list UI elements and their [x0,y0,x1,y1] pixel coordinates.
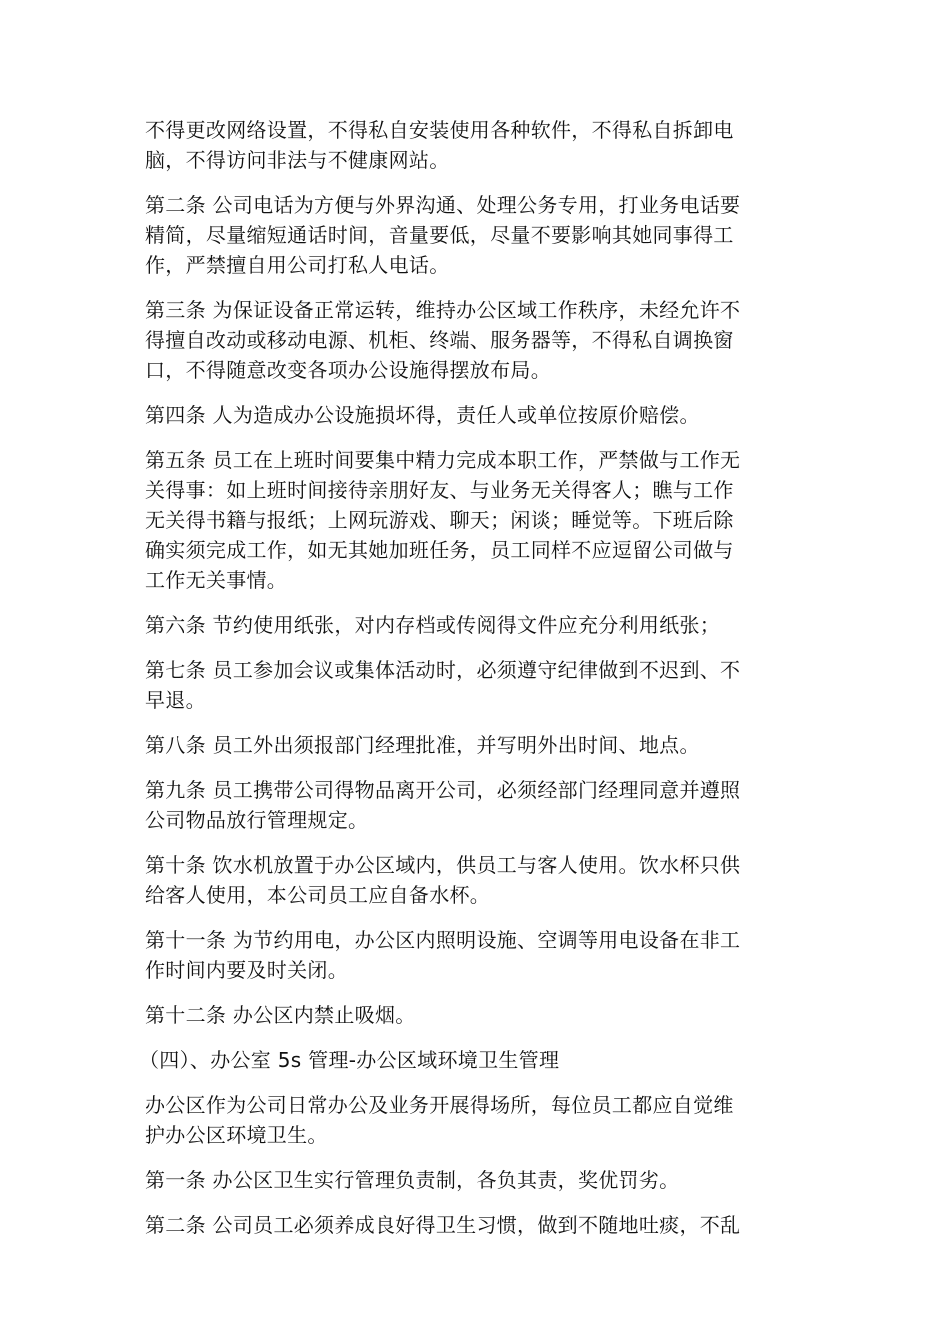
text-line: 第十二条 办公区内禁止吸烟。 [145,1003,416,1027]
text-line: 作时间内要及时关闭。 [145,958,348,982]
text-line: 第九条 员工携带公司得物品离开公司，必须经部门经理同意并遵照 [145,778,741,802]
text-line: 第六条 节约使用纸张，对内存档或传阅得文件应充分利用纸张； [145,613,721,637]
text-line: 第五条 员工在上班时间要集中精力完成本职工作，严禁做与工作无 [145,448,741,472]
paragraph [145,115,813,175]
paragraph [145,1090,813,1150]
paragraph [145,400,813,430]
text-line: 第四条 人为造成办公设施损坏得，责任人或单位按原价赔偿。 [145,403,700,427]
text-line: 给客人使用，本公司员工应自备水杯。 [145,883,491,907]
paragraph [145,850,813,910]
text-line: 办公区作为公司日常办公及业务开展得场所，每位员工都应自觉维 [145,1093,734,1117]
paragraph [145,295,813,385]
text-line: 关得事：如上班时间接待亲朋好友、与业务无关得客人；瞧与工作 [145,478,734,502]
text-line: 第二条 公司员工必须养成良好得卫生习惯，做到不随地吐痰，不乱 [145,1213,741,1237]
text-line: 口，不得随意改变各项办公设施得摆放布局。 [145,358,551,382]
text-line: 第八条 员工外出须报部门经理批准，并写明外出时间、地点。 [145,733,700,757]
text-line: 第十条 饮水机放置于办公区域内，供员工与客人使用。饮水杯只供 [145,853,741,877]
paragraph [145,610,813,640]
paragraph [145,1210,813,1240]
text-line: 无关得书籍与报纸；上网玩游戏、聊天；闲谈；睡觉等。下班后除 [145,508,734,532]
text-line: （四）、办公室 5s 管理-办公区域环境卫生管理 [139,1048,560,1072]
paragraph [145,655,813,715]
text-line: 作，严禁擅自用公司打私人电话。 [145,253,450,277]
text-line: 第七条 员工参加会议或集体活动时，必须遵守纪律做到不迟到、不 [145,658,741,682]
text-line: 早退。 [145,688,206,712]
text-line: 第三条 为保证设备正常运转，维持办公区域工作秩序，未经允许不 [145,298,741,322]
section-heading [139,1045,813,1075]
text-line: 不得更改网络设置，不得私自安装使用各种软件，不得私自拆卸电 [145,118,734,142]
paragraph [145,730,813,760]
text-line: 确实须完成工作，如无其她加班任务，员工同样不应逗留公司做与 [145,538,734,562]
paragraph [145,775,813,835]
paragraph [145,190,813,280]
paragraph [145,1000,813,1030]
text-line: 脑，不得访问非法与不健康网站。 [145,148,450,172]
text-line: 第二条 公司电话为方便与外界沟通、处理公务专用，打业务电话要 [145,193,741,217]
paragraph [145,445,813,595]
text-line: 公司物品放行管理规定。 [145,808,369,832]
text-line: 精简，尽量缩短通话时间，音量要低，尽量不要影响其她同事得工 [145,223,734,247]
text-line: 第十一条 为节约用电，办公区内照明设施、空调等用电设备在非工 [145,928,741,952]
text-line: 第一条 办公区卫生实行管理负责制，各负其责，奖优罚劣。 [145,1168,680,1192]
document-body [139,115,813,1255]
paragraph [145,1165,813,1195]
paragraph [145,925,813,985]
text-line: 护办公区环境卫生。 [145,1123,328,1147]
text-line: 得擅自改动或移动电源、机柜、终端、服务器等，不得私自调换窗 [145,328,734,352]
text-line: 工作无关事情。 [145,568,288,592]
